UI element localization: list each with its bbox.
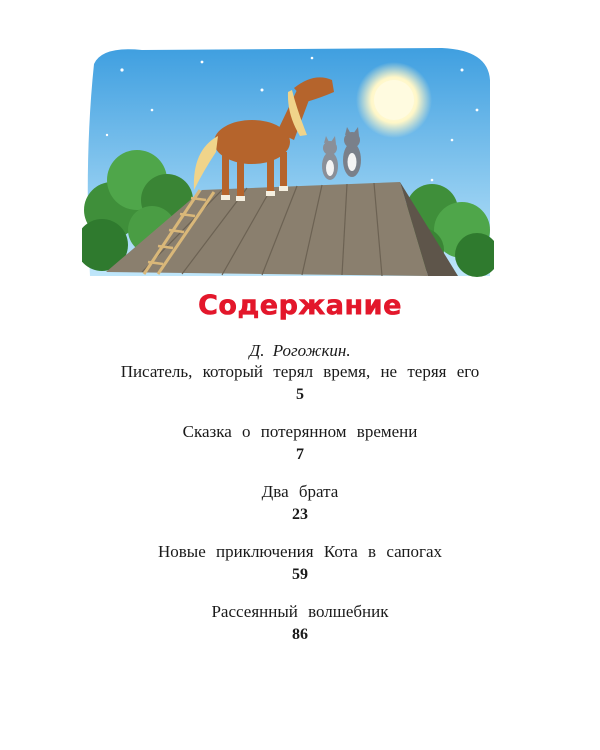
toc-entry[interactable] [0,601,600,646]
toc-entry-title: Два брата [261,482,339,501]
toc-entry[interactable] [0,541,600,586]
toc-entry-title: Новые приключения Кота в сапогах [157,542,443,561]
toc-entry[interactable] [0,481,600,526]
toc-entry-page: 86 [292,626,308,643]
toc-entry[interactable] [0,340,600,406]
toc-entry-title: Сказка о потерянном времени [182,422,418,441]
toc-entry-page: 23 [292,506,308,523]
contents-heading: Содержание [198,290,402,321]
toc-entry-author: Д. Рогожкин. [249,341,351,360]
toc-entry-title: Писатель, который терял время, не теряя его [120,362,480,381]
toc-entry[interactable] [0,421,600,466]
cover-illustration [82,40,494,280]
toc-entry-page: 5 [296,386,304,403]
toc-entry-page: 59 [292,566,308,583]
toc-entry-page: 7 [296,446,304,463]
toc-entry-title: Рассеянный волшебник [211,602,389,621]
table-of-contents [0,340,600,646]
sun [374,80,414,120]
